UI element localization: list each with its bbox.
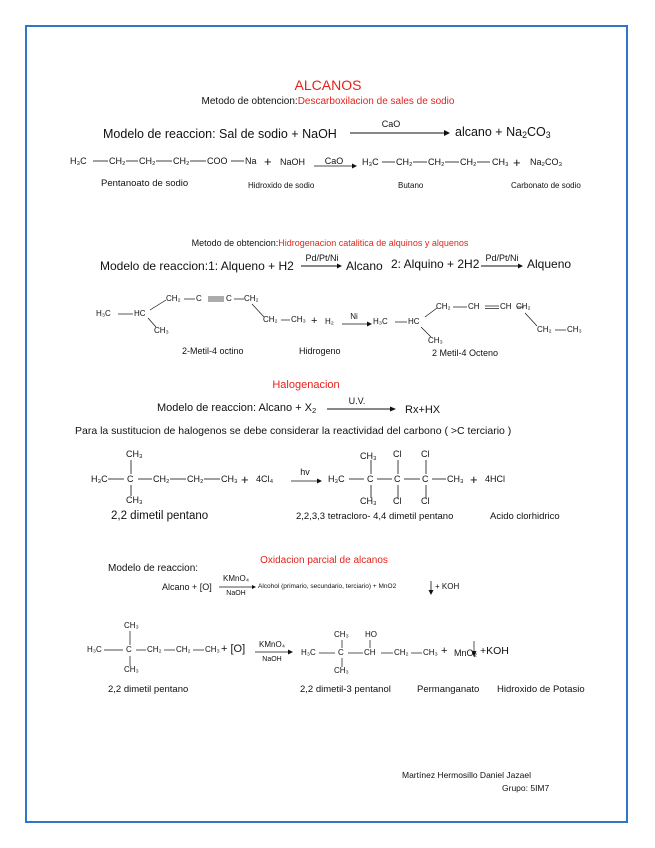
r4-c: C — [126, 645, 132, 654]
r1-ch2-b: CH₂ — [139, 156, 156, 166]
uv-label: U.V. — [348, 396, 366, 406]
oxidacion-title: Oxidacion parcial de alcanos — [260, 555, 388, 566]
r4-h3c: H₃C — [87, 645, 102, 654]
r3-ch3-top: CH₃ — [126, 449, 143, 459]
model-lhs: Modelo de reaccion: Sal de sodio + NaOH — [103, 127, 337, 141]
r4-ch: CH — [364, 648, 376, 657]
model-rhs-b: CO — [526, 125, 546, 139]
r3-cl-3: Cl — [421, 449, 430, 459]
name-hidroxido: Hidroxido de sodio — [248, 181, 315, 190]
r4-ch2-b: CH₂ — [176, 645, 191, 654]
r3-ch3-end: CH₃ — [221, 474, 238, 484]
r1-plus-2: + — [513, 155, 521, 170]
r4-ho: HO — [365, 630, 377, 639]
name-pentanol: 2,2 dimetil-3 pentanol — [300, 684, 391, 695]
r3-cl-2: Cl — [393, 496, 402, 506]
name-butano: Butano — [398, 181, 424, 190]
r2-h2: H₂ — [325, 317, 334, 326]
r2-plus: + — [311, 315, 318, 327]
r2-ch-b: CH — [500, 302, 512, 311]
model-3-sub: 2 — [312, 405, 317, 415]
model-rhs-sub: 2 — [522, 130, 527, 141]
name-carbonato: Carbonato de sodio — [511, 181, 581, 190]
author-name: Martínez Hermosillo Daniel Jazael — [402, 770, 531, 780]
group-label: Grupo: 5IM7 — [502, 783, 550, 793]
method-name: Descarboxilacion de sales de sodio — [297, 96, 455, 107]
r3-c-b: C — [367, 474, 374, 484]
r2-ch3-branch: CH₃ — [154, 326, 169, 335]
r1-cao: CaO — [324, 156, 344, 166]
r1-ch2-c: CH₂ — [173, 156, 190, 166]
reagent-label: CaO — [381, 119, 401, 129]
model-3-text: Modelo de reaccion: Alcano + X — [157, 402, 313, 414]
r4-ch2-a: CH₂ — [147, 645, 162, 654]
r3-hv: hv — [300, 467, 310, 477]
r1-naoh: NaOH — [280, 157, 306, 167]
model-rhs-sub2: 3 — [545, 130, 551, 141]
r2-ch3-end: CH₃ — [291, 315, 306, 324]
r3-cl-4: Cl — [421, 496, 430, 506]
r2-ni: Ni — [350, 312, 358, 321]
r1-na: Na — [245, 156, 257, 166]
r2-hc: HC — [134, 309, 146, 318]
r3-ch2-a: CH₂ — [153, 474, 170, 484]
r4-ch2-c: CH₂ — [394, 648, 409, 657]
r4-ch3-end: CH₃ — [205, 645, 220, 654]
name-metil-octino: 2-Metil-4 octino — [182, 346, 244, 356]
r3-plus-1: + — [241, 472, 249, 487]
model-rhs-a: alcano + Na — [455, 125, 523, 139]
method-prefix: Metodo de obtencion: — [201, 96, 298, 107]
r1-ch2-e: CH₂ — [428, 157, 445, 167]
r1-na2co3: Na₂CO₃ — [530, 157, 563, 167]
name-dimetil-pentano-2: 2,2 dimetil pentano — [108, 684, 189, 695]
r2-h3c: H₃C — [96, 309, 111, 318]
catalyst-a: Pd/Pt/Ni — [305, 253, 339, 263]
model-2b-product: Alqueno — [527, 257, 572, 271]
page-title: ALCANOS — [294, 77, 362, 93]
r1-coo: COO — [207, 156, 228, 166]
r4-naoh: NaOH — [262, 656, 282, 663]
r4-ch3-top-b: CH₃ — [334, 630, 349, 639]
model-4: Modelo de reaccion: — [108, 563, 199, 574]
r3-plus-2: + — [470, 472, 478, 487]
r2-ch3-branch-b: CH₃ — [428, 336, 443, 345]
model-4-kmno4: KMnO₄ — [223, 574, 249, 583]
r3-c-d: C — [422, 474, 429, 484]
r1-h3c: H₃C — [70, 156, 87, 166]
r2-ch2-f: CH₂ — [537, 325, 552, 334]
r4-plus-o: + [O] — [221, 643, 246, 655]
model-2a: Modelo de reaccion:1: Alqueno + H2 — [100, 259, 294, 273]
model-4-rhs-end: + KOH — [435, 582, 460, 591]
method-prefix-2: Metodo de obtencion: — [191, 238, 279, 248]
r4-mno2: MnO₂ — [454, 648, 477, 658]
name-pentanoato: Pentanoato de sodio — [101, 178, 189, 189]
model-4-naoh: NaOH — [226, 590, 246, 597]
r3-hcl: 4HCl — [485, 474, 506, 484]
r1-ch2-d: CH₂ — [396, 157, 413, 167]
halogenacion-title: Halogenacion — [272, 379, 340, 391]
r3-h3c-b: H₃C — [328, 474, 345, 484]
r3-ch3-bottom-b: CH₃ — [360, 496, 377, 506]
name-metil-octeno: 2 Metil-4 Octeno — [432, 348, 499, 358]
r1-ch3: CH₃ — [492, 157, 509, 167]
model-2a-product: Alcano — [346, 259, 383, 273]
reactivity-note: Para la sustitucion de halogenos se debe considerar la reactividad del carbono ( >C terciario ) — [75, 425, 512, 437]
r4-koh: +KOH — [480, 645, 509, 657]
r4-ch3-end-b: CH₃ — [423, 648, 438, 657]
r3-reagent: 4Cl₄ — [256, 474, 274, 484]
r2-ch2-d: CH₂ — [436, 302, 451, 311]
r2-ch-a: CH — [468, 302, 480, 311]
name-hidroxido-potasio: Hidroxido de Potasio — [497, 684, 585, 695]
r2-hc-b: HC — [408, 317, 420, 326]
r3-h3c: H₃C — [91, 474, 108, 484]
r4-plus: + — [441, 645, 448, 657]
catalyst-b: Pd/Pt/Ni — [485, 253, 519, 263]
model-4-lhs: Alcano + [O] — [162, 582, 212, 592]
r2-ch2-a: CH₂ — [166, 294, 181, 303]
r3-ch3-top-b: CH₃ — [360, 451, 377, 461]
r3-c-c: C — [394, 474, 401, 484]
name-tetracloro: 2,2,3,3 tetracloro- 4,4 dimetil pentano — [296, 511, 454, 522]
r2-ch2-e: CH₂ — [516, 302, 531, 311]
r4-ch3-top: CH₃ — [124, 621, 139, 630]
r2-ch2-b: CH₂ — [244, 294, 259, 303]
r3-ch3-bottom: CH₃ — [126, 495, 143, 505]
name-dimetil-pentano: 2,2 dimetil pentano — [111, 510, 209, 522]
r2-ch2-c: CH₂ — [263, 315, 278, 324]
r3-ch3-end-b: CH₃ — [447, 474, 464, 484]
r3-cl-1: Cl — [393, 449, 402, 459]
r2-c-b: C — [226, 294, 232, 303]
r1-plus-1: + — [264, 154, 272, 169]
name-hidrogeno: Hidrogeno — [299, 346, 341, 356]
r3-c: C — [127, 474, 134, 484]
r4-c-b: C — [338, 648, 344, 657]
r3-ch2-b: CH₂ — [187, 474, 204, 484]
r4-ch3-bottom: CH₃ — [124, 665, 139, 674]
r2-ch3-end-b: CH₃ — [567, 325, 582, 334]
r4-ch3-bottom-b: CH₃ — [334, 666, 349, 675]
r2-h3c-b: H₃C — [373, 317, 388, 326]
r4-kmno4: KMnO₄ — [259, 640, 285, 649]
model-4-rhs: Alcohol (primario, secundario, terciario) + MnO2 — [258, 583, 397, 590]
model-2b: 2: Alquino + 2H2 — [391, 257, 480, 271]
r1-h3c-b: H₃C — [362, 157, 379, 167]
r1-ch2-a: CH₂ — [109, 156, 126, 166]
r1-ch2-f: CH₂ — [460, 157, 477, 167]
method-name-2: Hidrogenacion catalitica de alquinos y alquenos — [278, 238, 469, 248]
name-acido: Acido clorhidrico — [490, 511, 560, 522]
r4-h3c-b: H₃C — [301, 648, 316, 657]
model-3-product: Rx+HX — [405, 404, 441, 416]
name-permanganato: Permanganato — [417, 684, 480, 695]
r2-c-a: C — [196, 294, 202, 303]
